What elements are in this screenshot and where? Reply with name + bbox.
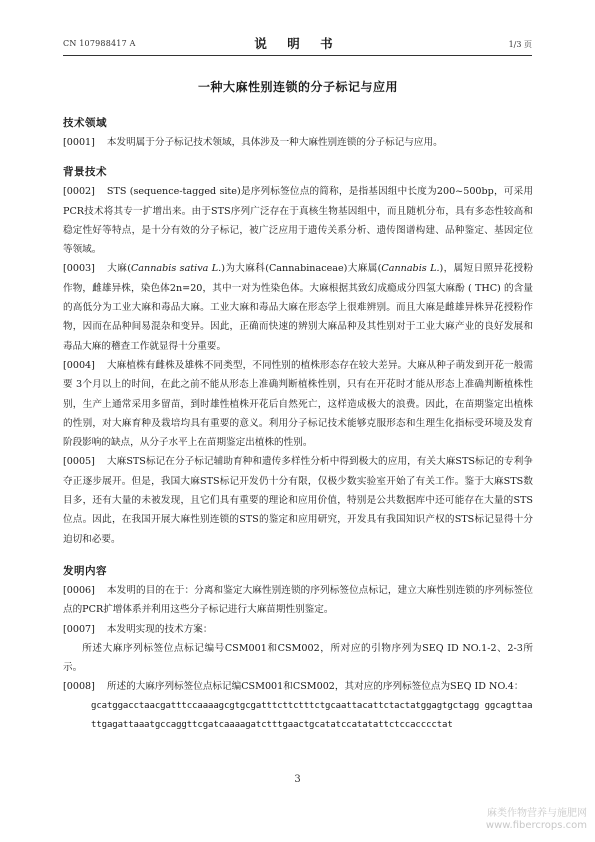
invention-title: 一种大麻性别连锁的分子标记与应用	[197, 80, 398, 94]
paragraph-number: [0003]	[63, 263, 95, 275]
paragraph-0001	[63, 133, 533, 152]
watermark-url: www.fibercrops.com	[485, 820, 587, 831]
paragraph-0007	[63, 620, 533, 639]
document-type-title: 说 明 书	[254, 36, 341, 51]
watermark-title: 麻类作物营养与施肥网	[487, 808, 587, 819]
paragraph-0005	[63, 452, 533, 548]
paragraph-text: 本发明属于分子标记技术领域，具体涉及一种大麻性别连锁的分子标记与应用。	[106, 137, 443, 148]
site-watermark	[486, 808, 587, 832]
section-heading-tech-field: 技术领域	[63, 117, 107, 129]
paragraph-text: )，属短日照异花授粉作物，雌雄异株，染色体2n=20，其中一对为性染色体。大麻根据其致幻成瘾成分四氢大麻酚 ( THC) 的含量的高低分为工业大麻和毒品大麻。工业大麻和毒品大麻在形态学上很难辨别。而且大麻是雌雄异株异花授粉作物，因而在品种间易混杂和变异。因此，正确而快速的辨别大麻品种及其性别对于工业大麻产业的良好发展和毒品大麻的稽查工作就显得十分重要。	[63, 263, 534, 352]
section-heading-invention: 发明内容	[63, 564, 107, 577]
paragraph-number: [0002]	[63, 186, 95, 198]
latin-genus-name: Cannabis L.	[381, 263, 440, 275]
publication-number: CN 107988417 A	[63, 39, 136, 48]
page-header	[0, 0, 595, 60]
header-divider	[63, 55, 532, 56]
page-indicator: 1/3 页	[508, 40, 532, 49]
paragraph-0008	[63, 677, 533, 696]
paragraph-text: 大麻植株有雌株及雄株不同类型，不同性别的植株形态存在较大差异。大麻从种子萌发到开花一般需要 3个月以上的时间，在此之前不能从形态上准确判断植株性别，只有在开花时才能从形态上准确判断植株性别，生产上通常采用多留苗，到时雄性植株开花后自然死亡，这样造成极大的浪费。因此，在苗期鉴定出植株的性别，对大麻育种及栽培均具有重要的意义。利用分子标记技术能够克服形态和生理生化指标受环境及发育阶段影响的缺点，从分子水平上在苗期鉴定出植株的性别。	[63, 359, 533, 449]
paragraph-0003	[63, 259, 533, 355]
paragraph-text: 大麻STS标记在分子标记辅助育种和遗传多样性分析中得到极大的应用，有关大麻STS标记的专利争夺正逐步展开。但是，我国大麻STS标记开发仍十分有限，仅极少数实验室开始了有关工作。鉴于大麻STS数目多，还有大量的未被发现，且它们具有重要的理论和应用价值，特别是公共数据库中还可能存在大量的STS位点。因此，在我国开展大麻性别连锁的STS的鉴定和应用研究，开发具有我国知识产权的STS标记显得十分迫切和必要。	[63, 456, 533, 545]
page-number: 3	[294, 774, 301, 785]
paragraph-number: [0007]	[63, 623, 95, 635]
document-body	[63, 72, 533, 735]
paragraph-number: [0004]	[63, 359, 95, 371]
latin-species-name: Cannabis sativa L.	[130, 263, 222, 275]
dna-sequence: gcatggacctaacgatttccaaaagcgtgcgatttcttctttctgcaattacattctactatggagtgctagg ggcagttaattgagattaaatgccaggttcgatcaaaagatctttgaactgcatatccatatattctccacccctat	[91, 700, 533, 730]
paragraph-text: 所述的大麻序列标签位点标记编CSM001和CSM002，其对应的序列标签位点为SEQ ID NO.4：	[106, 681, 524, 693]
paragraph-number: [0001]	[63, 137, 95, 148]
section-heading-background: 背景技术	[63, 166, 107, 179]
paragraph-0004	[63, 356, 533, 452]
paragraph-0007-continued: 所述大麻序列标签位点标记编号CSM001和CSM002，所对应的引物序列为SEQ ID NO.1-2、2-3所示。	[63, 642, 533, 674]
paragraph-text: 本发明的目的在于：分离和鉴定大麻性别连锁的序列标签位点标记，建立大麻性别连锁的序列标签位点的PCR扩增体系并利用这些分子标记进行大麻苗期性别鉴定。	[63, 584, 533, 616]
paragraph-number: [0006]	[63, 584, 95, 596]
paragraph-text: STS (sequence-tagged site)是序列标签位点的简称，是指基因组中长度为200~500bp，可采用PCR技术将其专一扩增出来。由于STS序列广泛存在于真核生物基因组中，而且随机分布，具有多态性较高和稳定性好等特点，是十分有效的分子标记，被广泛应用于遗传关系分析、遗传图谱构建、品种鉴定、基因定位等领域。	[63, 186, 533, 256]
paragraph-text: )为大麻科(Cannabinaceae)大麻属(	[221, 263, 382, 275]
paragraph-number: [0008]	[63, 681, 95, 693]
paragraph-0006	[63, 581, 533, 620]
paragraph-number: [0005]	[63, 456, 95, 468]
paragraph-text: 本发明实现的技术方案：	[106, 623, 213, 635]
paragraph-text: 大麻(	[106, 263, 131, 275]
paragraph-0002	[63, 182, 533, 259]
